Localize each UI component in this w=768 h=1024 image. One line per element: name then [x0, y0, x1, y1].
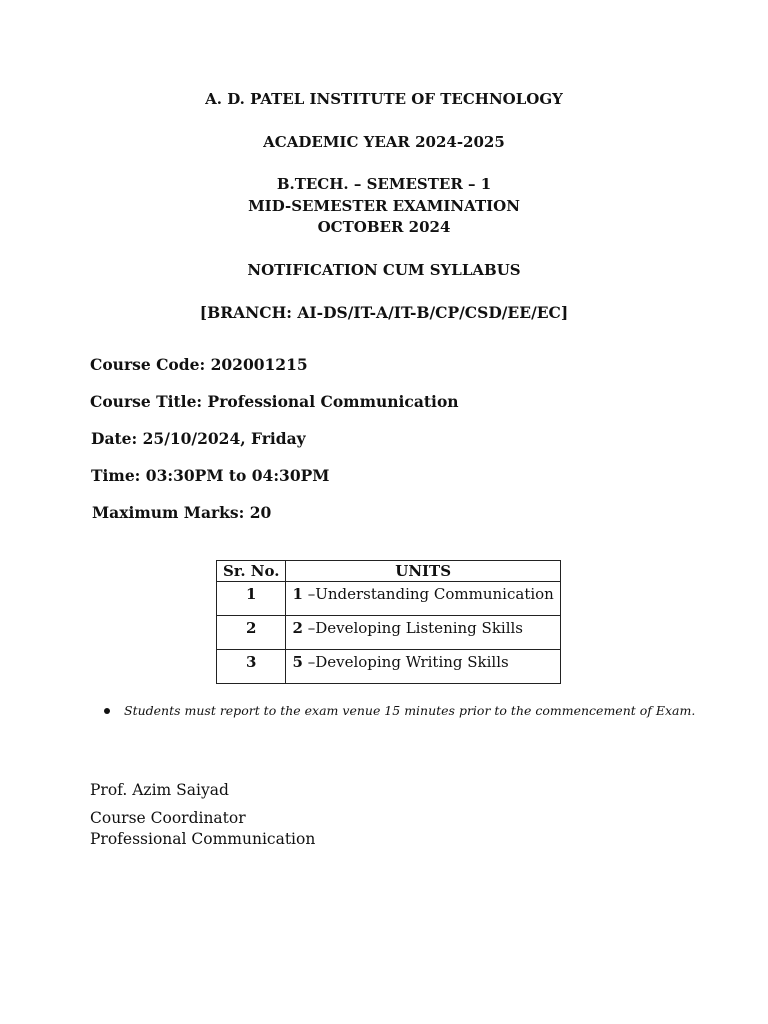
course-title: Course Title: Professional Communication: [90, 392, 459, 411]
bullet-icon: [104, 708, 110, 714]
unit-cell: [286, 582, 560, 616]
table-header-row: [217, 561, 561, 582]
table-row: [217, 582, 561, 616]
unit-number: 5: [292, 653, 303, 671]
course-code: Course Code: 202001215: [90, 355, 308, 374]
units-table: [216, 560, 561, 684]
exam-note: [104, 701, 695, 721]
note-text: Students must report to the exam venue 15 minutes prior to the commencement of Exam.: [124, 703, 696, 718]
unit-name: –Developing Writing Skills: [302, 653, 509, 671]
notification-title: NOTIFICATION CUM SYLLABUS: [247, 261, 521, 279]
sr-no-cell: 1: [217, 582, 286, 616]
signatory-subject: Professional Communication: [90, 830, 316, 848]
academic-year: ACADEMIC YEAR 2024-2025: [263, 133, 505, 151]
signatory-name: Prof. Azim Saiyad: [90, 781, 229, 799]
exam-time: Time: 03:30PM to 04:30PM: [91, 466, 330, 485]
branch-line: [BRANCH: AI-DS/IT-A/IT-B/CP/CSD/EE/EC]: [199, 303, 569, 322]
unit-number: 2: [292, 619, 303, 637]
table-row: [217, 650, 561, 684]
sr-no-cell: 3: [217, 650, 286, 684]
maximum-marks: Maximum Marks: 20: [92, 503, 272, 522]
sr-no-cell: 2: [217, 616, 286, 650]
exam-date: Date: 25/10/2024, Friday: [91, 429, 306, 448]
signatory-role: Course Coordinator: [90, 809, 246, 827]
unit-number: 1: [292, 585, 303, 603]
semester-line: B.TECH. – SEMESTER – 1: [276, 175, 492, 193]
unit-cell: [286, 616, 560, 650]
unit-cell: [286, 650, 560, 684]
exam-month: OCTOBER 2024: [317, 218, 451, 236]
unit-name: –Understanding Communication: [302, 585, 554, 603]
unit-name: –Developing Listening Skills: [302, 619, 524, 637]
exam-title: MID-SEMESTER EXAMINATION: [248, 197, 520, 215]
header-sr-no: Sr. No.: [217, 561, 286, 582]
institute-name: A. D. PATEL INSTITUTE OF TECHNOLOGY: [205, 90, 563, 108]
table-row: [217, 616, 561, 650]
header-units: UNITS: [286, 561, 560, 582]
